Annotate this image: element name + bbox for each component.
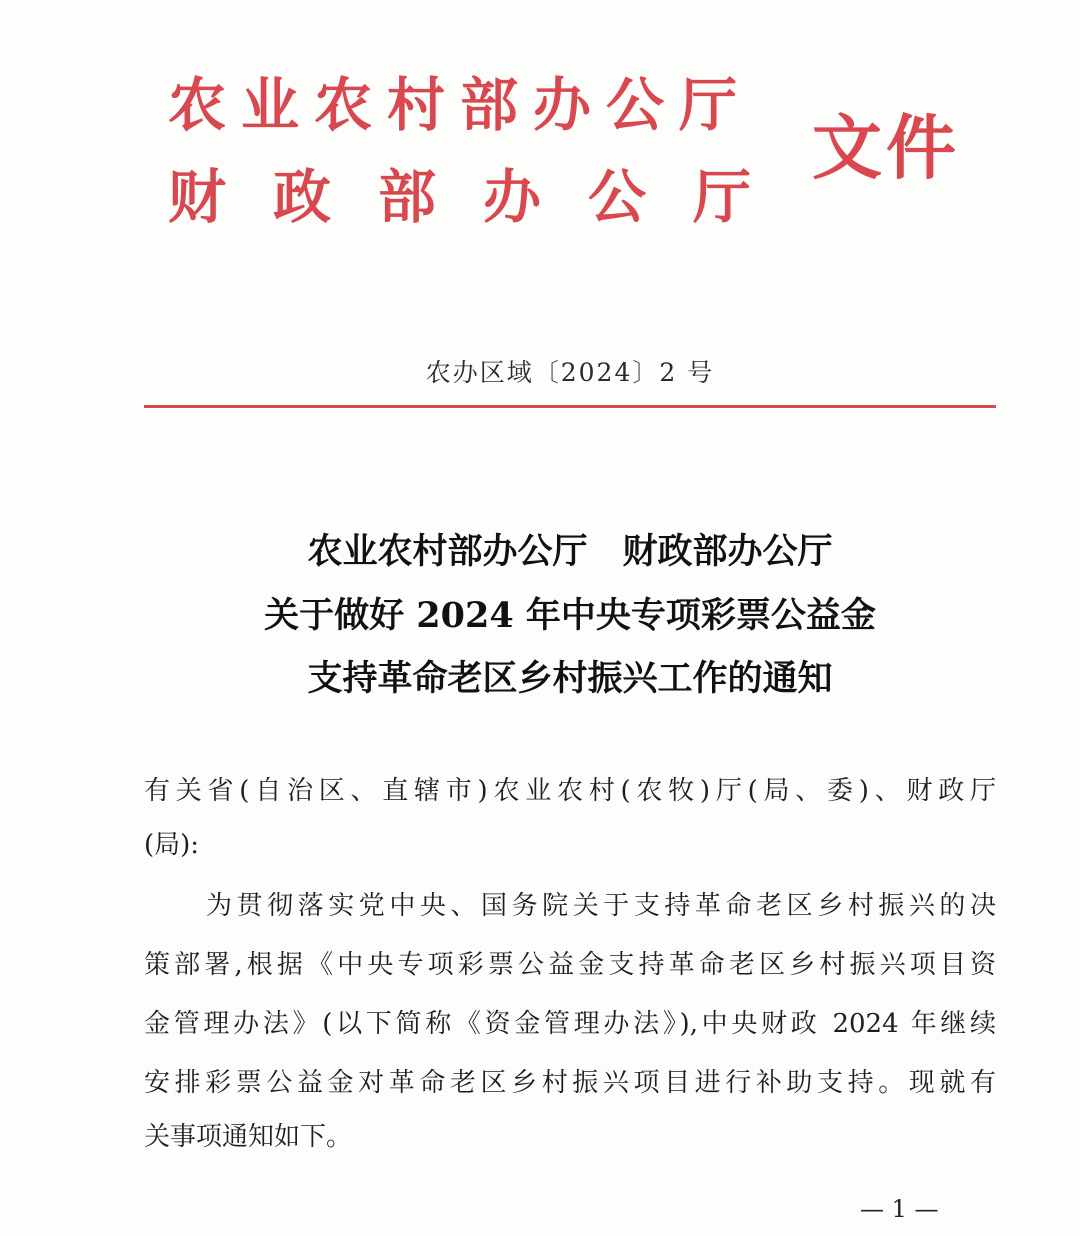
paragraph-line: 策部署,根据《中央专项彩票公益金支持革命老区乡村振兴项目资: [144, 950, 996, 980]
addressee-line-2: (局):: [144, 830, 200, 860]
paragraph-line: 关事项通知如下。: [144, 1122, 353, 1152]
issuer-line-1: 农业农村部办公厅: [168, 71, 753, 139]
paragraph-line: 金管理办法》(以下简称《资金管理办法》),中央财政 2024 年继续: [144, 1009, 996, 1039]
title-line-3: 支持革命老区乡村振兴工作的通知: [307, 658, 833, 699]
page-number: — 1 —: [860, 1195, 939, 1223]
title-line-2: 关于做好 2024 年中央专项彩票公益金: [264, 595, 876, 636]
document-number: 农办区域〔2024〕2 号: [425, 358, 715, 387]
document-word: 文件: [812, 106, 960, 189]
paragraph-line: 为贯彻落实党中央、国务院关于支持革命老区乡村振兴的决: [206, 891, 996, 921]
issuer-line-2: 财政部办公厅: [168, 163, 799, 231]
paragraph-line: 安排彩票公益金对革命老区乡村振兴项目进行补助支持。现就有: [144, 1068, 996, 1098]
addressee-line-1: 有关省(自治区、直辖市)农业农村(农牧)厅(局、委)、财政厅: [144, 776, 996, 806]
title-line-1: 农业农村部办公厅 财政部办公厅: [307, 531, 833, 572]
red-divider: [144, 405, 996, 408]
